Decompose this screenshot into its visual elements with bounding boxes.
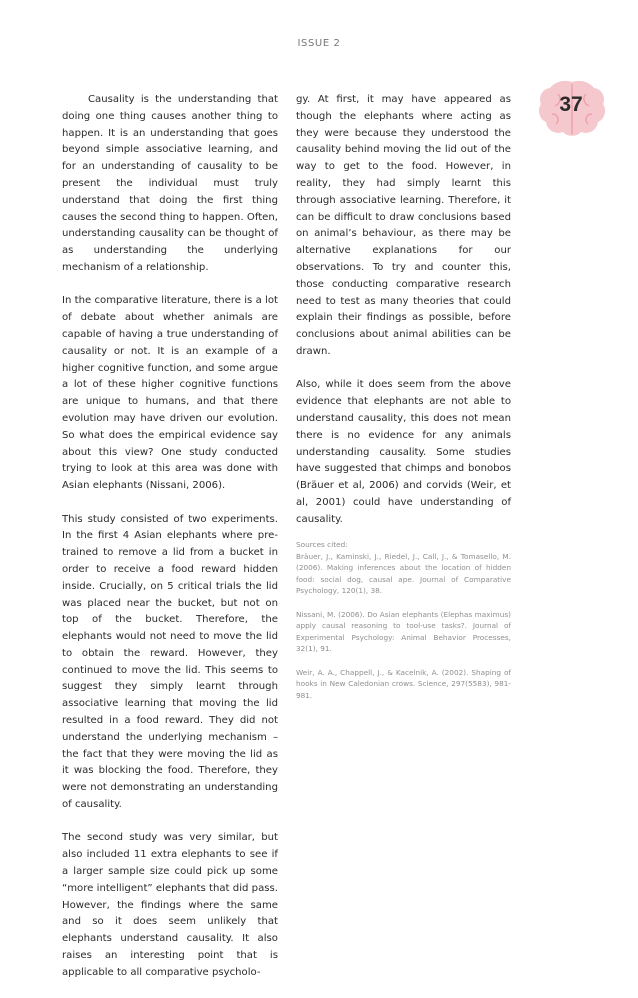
- reference: Nissani, M. (2006). Do Asian elephants (Elephas maximus) apply causal reasoning to tool-use tasks?. Journal of Experimental Psychology: Animal Behavior Processes, 32(1), 91.: [296, 609, 511, 654]
- paragraph: This study consisted of two experiments. In the first 4 Asian elephants where pre-trained to remove a lid from a bucket in order to receive a food reward hidden inside. Crucially, on 5 critical trials the lid was placed near the bucket, but not on top of the bucket. Therefore, the elephants would not need to move the lid to obtain the reward. However, they continued to move the lid. This seems to suggest they simply learnt through associative learning that moving the lid resulted in a food reward. They did not understand the underlying mechanism – the fact that they were moving the lid as it was blocking the food. Therefore, they were not demonstrating an understanding of causality.: [62, 513, 278, 811]
- right-column: [296, 92, 511, 713]
- paragraph: The second study was very similar, but also included 11 extra elephants to see if a larger sample size could pick up some “more intelligent” elephants that did pass. However, the findings where the same and so it does seem unlikely that elephants understand causality. It also raises an interesting point that is applicable to all comparative psycholo-: [62, 832, 278, 978]
- reference: Weir, A. A., Chappell, J., & Kacelnik, A. (2002). Shaping of hooks in New Caledonian crows. Science, 297(5583), 981-981.: [296, 667, 511, 700]
- paragraph: In the comparative literature, there is a lot of debate about whether animals are capable of having a true understanding of causality or not. It is an example of a higher cognitive function, and some argue a lot of these higher cognitive functions are unique to humans, and that there evolution may have driven our evolution. So what does the empirical evidence say about this view? One study conducted trying to look at this area was done with Asian elephants (Nissani, 2006).: [62, 295, 278, 492]
- paragraph: gy. At first, it may have appeared as though the elephants where acting as they were because they understood the causality behind moving the lid out of the way to get to the food. However, in reality, they had simply learnt this through associative learning. Therefore, it can be difficult to draw conclusions based on animal’s behaviour, as there may be alternative explanations for our observations. To try and counter this, those conducting comparative research need to test as many theories that could explain their findings as possible, before conclusions about animal abilities can be drawn.: [296, 94, 511, 357]
- left-column: [62, 92, 278, 998]
- issue-label: ISSUE 2: [297, 38, 341, 49]
- paragraph: Causality is the understanding that doing one thing causes another thing to happen. It is an understanding that goes beyond simple associative learning, and for an understanding of causality to be present the individual must truly understand that doing the first thing causes the second thing to happen. Often, understanding causality can be thought of as understanding the underlying mechanism of a relationship.: [62, 94, 278, 273]
- sources-cited: [296, 539, 511, 701]
- sources-heading: Sources cited:: [296, 540, 348, 550]
- page-number: 37: [559, 93, 583, 116]
- reference: Bräuer, J., Kaminski, J., Riedel, J., Call, J., & Tomasello, M. (2006). Making inferences about the location of hidden food: social dog, causal ape. Journal of Comparative Psychology, 120(1), 38.: [296, 551, 511, 596]
- paragraph: Also, while it does seem from the above evidence that elephants are not able to understand causality, this does not mean there is no evidence for any animals understanding causality. Some studies have suggested that chimps and bonobos (Bräuer et al, 2006) and corvids (Weir, et al, 2001) could have understanding of causality.: [296, 379, 511, 525]
